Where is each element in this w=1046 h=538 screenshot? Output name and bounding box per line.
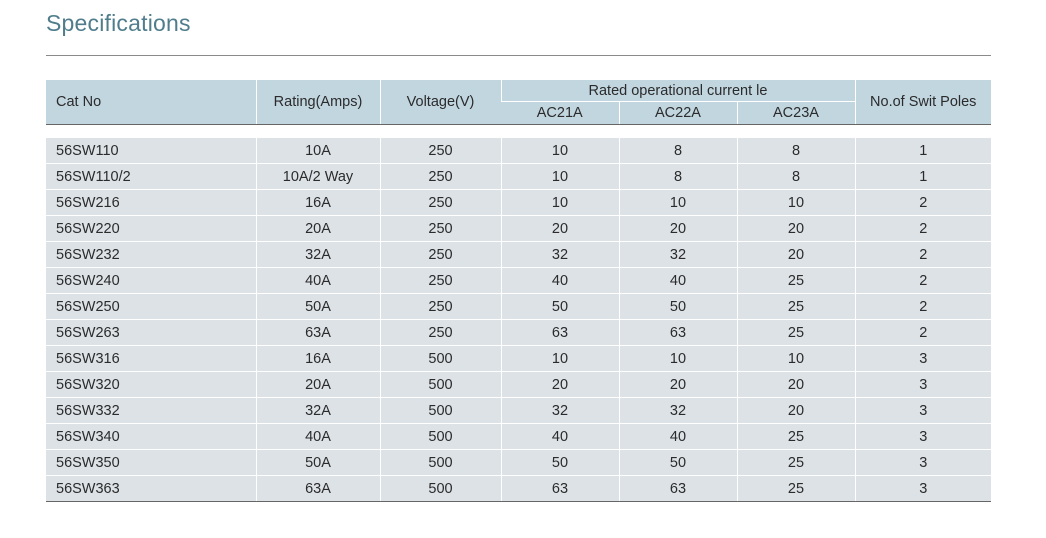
- cell-ac21a: 10: [501, 138, 619, 164]
- cell-ac22a: 8: [619, 138, 737, 164]
- cell-cat-no: 56SW232: [46, 242, 256, 268]
- cell-ac21a: 63: [501, 320, 619, 346]
- cell-cat-no: 56SW316: [46, 346, 256, 372]
- cell-cat-no: 56SW263: [46, 320, 256, 346]
- specifications-table: [46, 80, 991, 502]
- cell-rating: 20A: [256, 372, 380, 398]
- cell-poles: 2: [855, 216, 991, 242]
- table-row: [46, 450, 991, 476]
- cell-poles: 2: [855, 320, 991, 346]
- cell-poles: 3: [855, 372, 991, 398]
- table-row: [46, 164, 991, 190]
- cell-cat-no: 56SW340: [46, 424, 256, 450]
- cell-voltage: 500: [380, 372, 501, 398]
- table-row: [46, 346, 991, 372]
- cell-ac23a: 8: [737, 164, 855, 190]
- header-ac21a: AC21A: [501, 102, 619, 125]
- cell-poles: 3: [855, 424, 991, 450]
- cell-cat-no: 56SW220: [46, 216, 256, 242]
- cell-voltage: 500: [380, 398, 501, 424]
- cell-ac23a: 25: [737, 294, 855, 320]
- cell-poles: 3: [855, 346, 991, 372]
- cell-cat-no: 56SW332: [46, 398, 256, 424]
- cell-ac22a: 63: [619, 476, 737, 502]
- cell-rating: 40A: [256, 424, 380, 450]
- cell-voltage: 250: [380, 294, 501, 320]
- cell-ac21a: 63: [501, 476, 619, 502]
- cell-cat-no: 56SW320: [46, 372, 256, 398]
- cell-voltage: 250: [380, 216, 501, 242]
- cell-cat-no: 56SW110/2: [46, 164, 256, 190]
- cell-ac23a: 20: [737, 216, 855, 242]
- cell-ac22a: 32: [619, 242, 737, 268]
- cell-rating: 32A: [256, 398, 380, 424]
- cell-ac23a: 25: [737, 450, 855, 476]
- cell-rating: 63A: [256, 476, 380, 502]
- header-cat-no: Cat No: [46, 80, 256, 125]
- cell-rating: 40A: [256, 268, 380, 294]
- cell-ac21a: 20: [501, 216, 619, 242]
- cell-ac21a: 32: [501, 398, 619, 424]
- header-ac23a: AC23A: [737, 102, 855, 125]
- cell-ac22a: 10: [619, 190, 737, 216]
- cell-ac22a: 40: [619, 424, 737, 450]
- cell-ac23a: 25: [737, 320, 855, 346]
- cell-ac23a: 8: [737, 138, 855, 164]
- cell-ac23a: 20: [737, 372, 855, 398]
- cell-rating: 16A: [256, 190, 380, 216]
- cell-ac22a: 50: [619, 450, 737, 476]
- title-divider: [46, 55, 991, 56]
- cell-ac21a: 32: [501, 242, 619, 268]
- cell-ac23a: 25: [737, 424, 855, 450]
- header-voltage: Voltage(V): [380, 80, 501, 125]
- cell-ac23a: 10: [737, 346, 855, 372]
- cell-poles: 3: [855, 476, 991, 502]
- cell-rating: 16A: [256, 346, 380, 372]
- cell-ac21a: 10: [501, 164, 619, 190]
- table-row: [46, 372, 991, 398]
- cell-ac23a: 20: [737, 242, 855, 268]
- cell-rating: 50A: [256, 450, 380, 476]
- cell-ac23a: 10: [737, 190, 855, 216]
- table-row: [46, 216, 991, 242]
- cell-ac21a: 50: [501, 450, 619, 476]
- table-row: [46, 320, 991, 346]
- cell-ac21a: 20: [501, 372, 619, 398]
- table-row: [46, 294, 991, 320]
- cell-ac22a: 32: [619, 398, 737, 424]
- header-rating: Rating(Amps): [256, 80, 380, 125]
- cell-ac22a: 40: [619, 268, 737, 294]
- table-row: [46, 268, 991, 294]
- header-ac22a: AC22A: [619, 102, 737, 125]
- cell-ac22a: 50: [619, 294, 737, 320]
- cell-cat-no: 56SW216: [46, 190, 256, 216]
- cell-voltage: 250: [380, 138, 501, 164]
- cell-ac21a: 40: [501, 424, 619, 450]
- cell-voltage: 250: [380, 268, 501, 294]
- cell-rating: 10A/2 Way: [256, 164, 380, 190]
- cell-poles: 2: [855, 268, 991, 294]
- cell-ac21a: 10: [501, 190, 619, 216]
- cell-voltage: 500: [380, 450, 501, 476]
- cell-ac21a: 10: [501, 346, 619, 372]
- cell-voltage: 250: [380, 242, 501, 268]
- cell-ac23a: 25: [737, 268, 855, 294]
- cell-cat-no: 56SW363: [46, 476, 256, 502]
- cell-poles: 3: [855, 450, 991, 476]
- cell-voltage: 500: [380, 424, 501, 450]
- cell-voltage: 500: [380, 476, 501, 502]
- cell-poles: 2: [855, 190, 991, 216]
- cell-ac23a: 25: [737, 476, 855, 502]
- cell-ac22a: 20: [619, 216, 737, 242]
- cell-ac21a: 40: [501, 268, 619, 294]
- cell-ac21a: 50: [501, 294, 619, 320]
- cell-rating: 10A: [256, 138, 380, 164]
- cell-ac22a: 10: [619, 346, 737, 372]
- table-row: [46, 398, 991, 424]
- cell-rating: 32A: [256, 242, 380, 268]
- cell-voltage: 250: [380, 164, 501, 190]
- cell-ac23a: 20: [737, 398, 855, 424]
- cell-ac22a: 20: [619, 372, 737, 398]
- cell-rating: 63A: [256, 320, 380, 346]
- cell-ac22a: 8: [619, 164, 737, 190]
- cell-rating: 50A: [256, 294, 380, 320]
- cell-poles: 2: [855, 242, 991, 268]
- header-poles: No.of Swit Poles: [855, 80, 991, 125]
- table-row: [46, 424, 991, 450]
- cell-voltage: 250: [380, 190, 501, 216]
- cell-rating: 20A: [256, 216, 380, 242]
- table-row: [46, 476, 991, 502]
- cell-voltage: 500: [380, 346, 501, 372]
- cell-poles: 3: [855, 398, 991, 424]
- cell-cat-no: 56SW250: [46, 294, 256, 320]
- cell-poles: 2: [855, 294, 991, 320]
- header-rated-current-group: Rated operational current le: [501, 80, 855, 102]
- table-row: [46, 190, 991, 216]
- cell-voltage: 250: [380, 320, 501, 346]
- cell-poles: 1: [855, 164, 991, 190]
- table-row: [46, 242, 991, 268]
- cell-ac22a: 63: [619, 320, 737, 346]
- cell-cat-no: 56SW350: [46, 450, 256, 476]
- cell-cat-no: 56SW110: [46, 138, 256, 164]
- cell-cat-no: 56SW240: [46, 268, 256, 294]
- page-title: Specifications: [46, 10, 191, 36]
- cell-poles: 1: [855, 138, 991, 164]
- table-row: [46, 138, 991, 164]
